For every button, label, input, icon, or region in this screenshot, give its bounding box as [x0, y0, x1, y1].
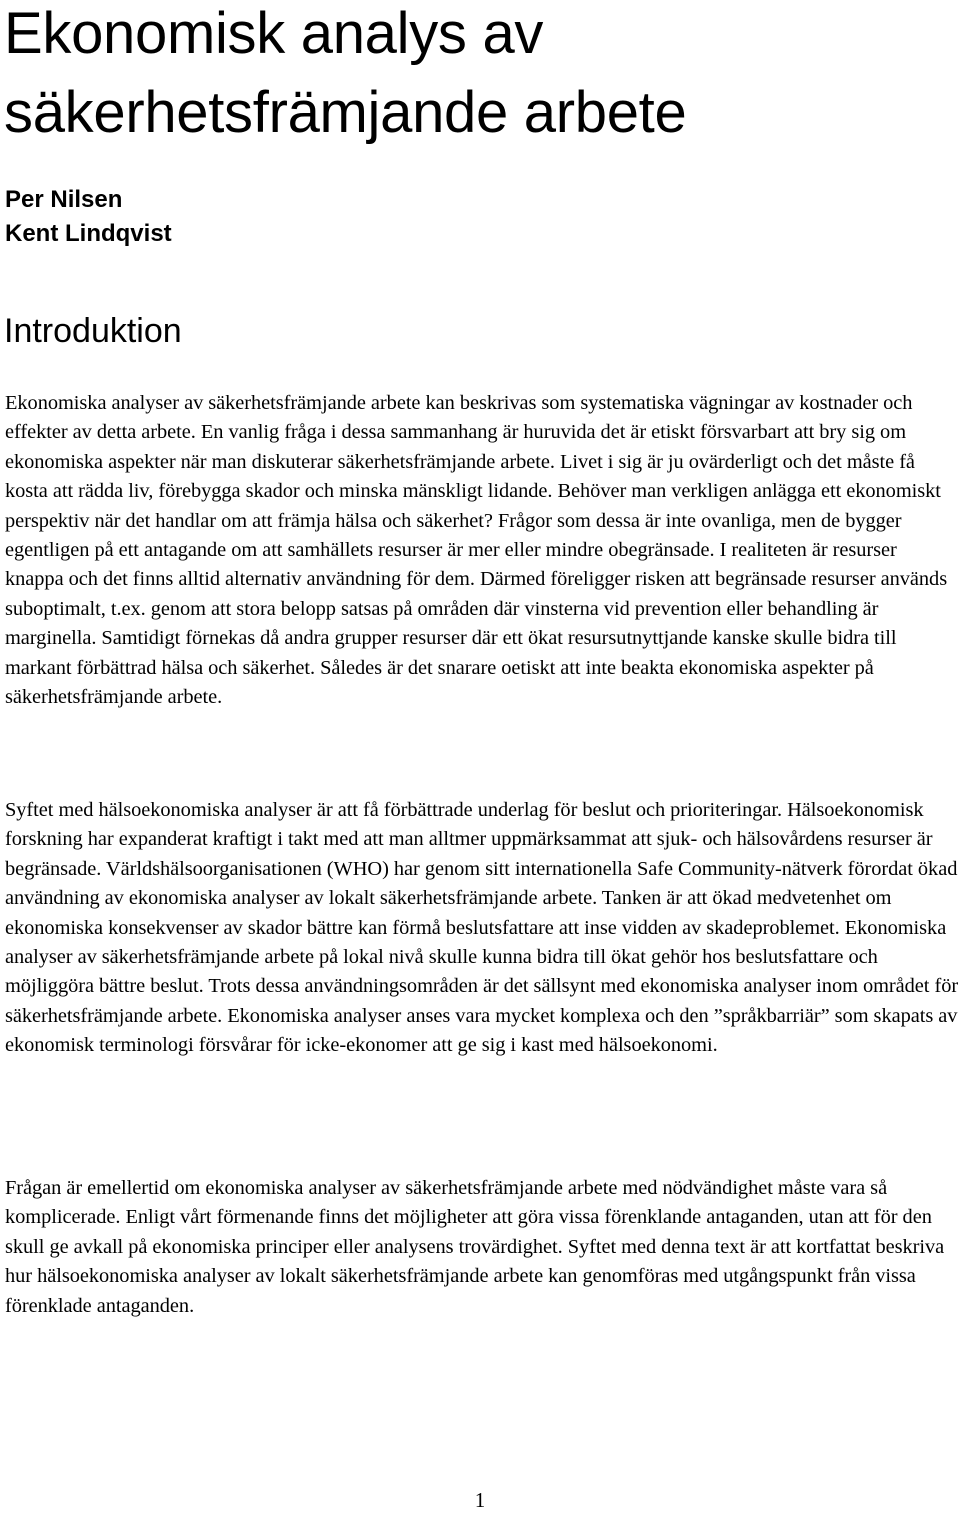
body-paragraph-1: Ekonomiska analyser av säkerhetsfrämjande arbete kan beskrivas som systematiska vägningar av kostnader och effekter av detta arbete. En vanlig fråga i dessa sammanhang är huruvida det är etiskt försvarbart att bry sig om ekonomiska aspekter när man diskuterar säkerhetsfrämjande arbete. Livet i sig är ju ovärderligt och det måste få kosta att rädda liv, förebygga skador och minska mänskligt lidande. Behöver man verkligen anlägga ett ekonomiskt perspektiv när det handlar om att främja hälsa och säkerhet? Frågor som dessa är inte ovanliga, men de bygger egentligen på ett antagande om att samhällets resurser är mer eller mindre obegränsade. I realiteten är resurser knappa och det finns alltid alternativ användning för dem. Därmed föreligger risken att begränsade resurser används suboptimalt, t.ex. genom att stora belopp satsas på områden där vinsterna vid prevention eller behandling är marginella. Samtidigt förnekas då andra grupper resurser där ett ökat resursutnyttjande kanske skulle bidra till markant förbättrad hälsa och säkerhet. Således är det snarare oetiskt att inte beakta ekonomiska aspekter på säkerhetsfrämjande arbete. — [5, 392, 948, 709]
page-number: 1 — [474, 1488, 486, 1512]
author-name: Per Nilsen — [5, 186, 123, 213]
document-title: Ekonomisk analys av säkerhetsfrämjande arbete — [4, 1, 687, 145]
body-paragraph-3: Frågan är emellertid om ekonomiska analyser av säkerhetsfrämjande arbete med nödvändighet måste vara så komplicerade. Enligt vårt förmenande finns det möjligheter att göra vissa förenklande antaganden, utan att för den skull ge avkall på ekonomiska principer eller analysens trovärdighet. Syftet med denna text är att kortfattat beskriva hur hälsoekonomiska analyser av lokalt säkerhetsfrämjande arbete kan genomföras med utgångspunkt från vissa förenklade antaganden. — [5, 1177, 945, 1317]
author-name: Kent Lindqvist — [5, 220, 172, 247]
author-list — [5, 183, 905, 251]
body-paragraph-2: Syftet med hälsoekonomiska analyser är att få förbättrade underlag för beslut och prioriteringar. Hälsoekonomisk forskning har expanderat kraftigt i takt med att man alltmer uppmärksammat att sjuk- och hälsovårdens resurser är begränsade. Världshälsoorganisationen (WHO) har genom sitt internationella Safe Community-nätverk förordat ökad användning av ekonomiska analyser av lokalt säkerhetsfrämjande arbete. Tanken är att ökad medvetenhet om ekonomiska konsekvenser av skador bättre kan förmå beslutsfattare att inse vidden av skadeproblemet. Ekonomiska analyser av säkerhetsfrämjande arbete på lokal nivå skulle kunna bidra till ökat gehör hos beslutsfattare och möjliggöra bättre beslut. Trots dessa användningsområden är det sällsynt med ekonomiska analyser inom området för säkerhetsfrämjande arbete. Ekonomiska analyser anses vara mycket komplexa och den ”språkbarriär” som skapats av ekonomisk terminologi försvårar för icke-ekonomer att ge sig i kast med hälsoekonomi. — [5, 799, 959, 1057]
section-heading-introduktion: Introduktion — [4, 312, 182, 350]
